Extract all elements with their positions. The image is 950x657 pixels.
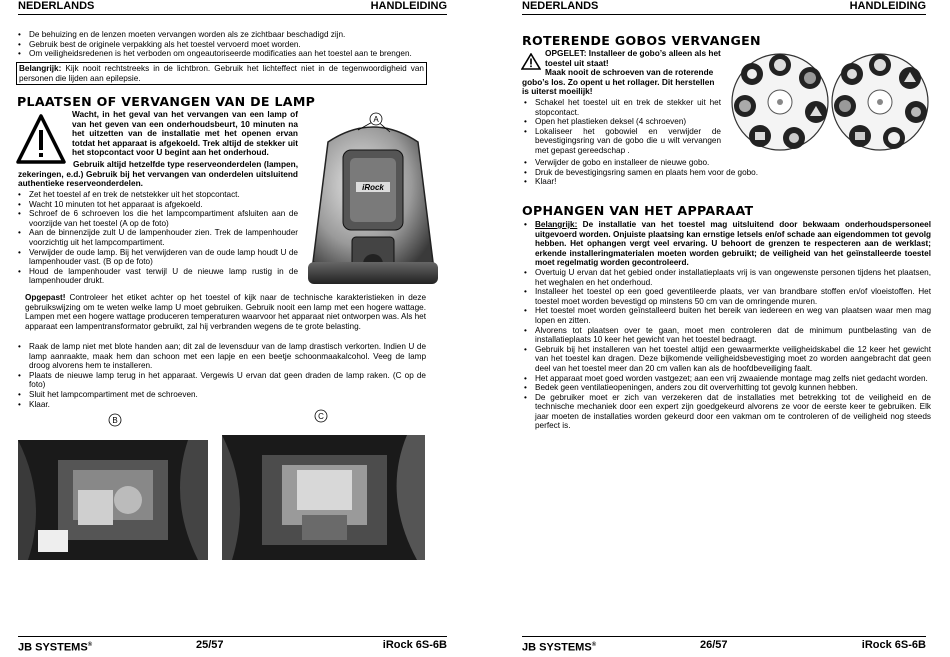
notice-box xyxy=(16,62,427,85)
caution-label: Opgepast! xyxy=(25,293,66,302)
gobo-wheel-illustration xyxy=(730,48,930,160)
list-item: • Belangrijk: De installatie van het toestel mag uitsluitend door bekwaam onderhoudspersoneel uitgevoerd worden. Onjuiste plaatsing kan ernstige letsels en/of schade aan eigendommen tot gevolg hebben. Het ophangen vergt veel ervaring. U behoort de grenzen te respecteren aan de werklast; erkende installeringmaterialen moeten worden gebruikt; de veiligheid van het geïnstalleerde toestel moet regelmatig worden gecontroleerd. xyxy=(522,220,931,268)
steps-list-a xyxy=(16,190,298,286)
photo-label-b-marker xyxy=(108,413,122,427)
steps-list-b xyxy=(16,342,426,409)
hang-section-title: OPHANGEN VAN HET APPARAAT xyxy=(522,203,754,218)
header-title: HANDLEIDING xyxy=(370,0,447,12)
list-item: • Houd de lampenhouder vast terwijl U de nieuwe lamp rustig in de lampenhouder drukt. xyxy=(16,267,298,286)
page-header xyxy=(522,0,926,15)
list-item: • Open het plastieken deksel (4 schroeven) xyxy=(522,117,721,127)
list-item: • Schroef de 6 schroeven los die het lampcompartiment afsluiten aan de voorzijde van het toestel (A op de foto) xyxy=(16,209,298,228)
notice-text: Kijk nooit rechtstreeks in de lichtbron. Gebruik het lichteffect niet in de tegenwoordigheid van personen die lijden aan epilepsie. xyxy=(19,64,424,83)
page-left xyxy=(0,0,475,654)
caution-text: Controleer het etiket achter op het toestel of kijk naar de technische karakteristieken in deze gebruikswijzing om te weten welke lamp U moet gebruiken. Gebruik nooit een lamp met een hogere wattage. Lampen met een hogere wattage produceren temperaturen waarvoor het apparaat niet ontworpen was. Als het apparaat een lampentransformator gebruikt, zal hij verbranden wegens de te grote belasting. xyxy=(25,293,426,331)
footer-model: iRock 6S-6B xyxy=(382,639,447,651)
footer-brand: JB SYSTEMS® xyxy=(18,641,93,654)
list-item: • Gebruik best de originele verpakking als het toestel vervoerd moet worden. xyxy=(16,40,426,50)
warning-text-2: Gebruik altijd hetzelfde type reserveonderdelen (lampen, zekeringen, e.d.) Gebruik bij het vervangen van onderdelen uitsluitend authentieke reserveonderdelen. xyxy=(18,159,298,189)
list-item: • Schakel het toestel uit en trek de stekker uit het stopcontact. xyxy=(522,98,721,117)
top-bullets xyxy=(16,30,426,59)
list-item: • Verwijder de oude lamp. Bij het verwijderen van de oude lamp houdt U de lampenhouder vast. (B op de foto) xyxy=(16,248,298,267)
lamp-photo-c xyxy=(222,435,425,560)
list-item: • Verwijder de gobo en installeer de nieuwe gobo. xyxy=(522,158,812,168)
page-footer xyxy=(522,636,926,653)
gobo-warning: OPGELET: Installeer de gobo’s alleen als het toestel uit staat! xyxy=(545,48,721,68)
list-item: • Lokaliseer het gobowiel en verwijder de bevestigingsring van de gobo die u wilt vervangen met gepast gereedschap . xyxy=(522,127,721,156)
fixture-photo-a xyxy=(298,112,448,302)
warning-text: Wacht, in het geval van het vervangen van een lamp of van het geven van een onderhoudsbeurt, 10 minuten na het uitzetten van de installatie met het openen ervan totdat het apparaat is afgekoeld. Trek altijd de stekker uit het stopcontact voor U begint aan het onderhoud. xyxy=(72,109,298,158)
photo-label-c: C xyxy=(318,412,324,421)
list-item: • Alvorens tot plaatsen over te gaan, moet men controleren dat de minimum puntbelasting van de installatieplaats 10 keer het gewicht van het toestel bedraagt. xyxy=(522,326,931,345)
warning-icon xyxy=(16,113,66,165)
svg-text:iRock: iRock xyxy=(362,183,384,192)
footer-page-number: 26/57 xyxy=(700,639,728,651)
header-language: NEDERLANDS xyxy=(522,0,599,12)
gobo-section-title: ROTERENDE GOBOS VERVANGEN xyxy=(522,33,761,48)
list-item: • Overtuig U ervan dat het gebied onder installatieplaats vrij is van ongewenste personen tijdens het plaatsen, het weghalen en het onderhoud. xyxy=(522,268,931,287)
header-language: NEDERLANDS xyxy=(18,0,95,12)
photo-label-c-marker xyxy=(314,409,328,423)
list-item: • Sluit het lampcompartiment met de schroeven. xyxy=(16,390,426,400)
list-item: • Gebruik bij het installeren van het toestel altijd een gewaarmerkte veiligheidskabel die 12 keer het gewicht van het toestel kan dragen. Deze bijkomende veiligheidsbevestiging moet zo worden aangebracht dat geen deel van het toestel meer dan 20 cm vallen kan als de hoofdbeveiliging faalt. xyxy=(522,345,931,374)
notice-label: Belangrijk: xyxy=(19,64,62,73)
lamp-photo-b xyxy=(18,440,208,560)
page-footer xyxy=(18,636,447,653)
list-item: • Wacht 10 minuten tot het apparaat is afgekoeld. xyxy=(16,200,298,210)
list-item: • De gebruiker moet er zich van verzekeren dat de installaties met betrekking tot de veiligheid en de technische mechaniek door een expert zijn goedgekeurd alvorens ze voor de eerste keer te gebruiken. Elk jaar moeten de installaties worden gekeurd door een vakman om te controleren of de veiligheid nog steeds perfect is. xyxy=(522,393,931,431)
list-item: • Aan de binnenzijde zult U de lampenhouder zien. Trek de lampenhouder voorzichtig uit het lampcompartiment. xyxy=(16,228,298,247)
list-item: • Klaar. xyxy=(16,400,426,410)
hang-list xyxy=(522,220,931,431)
list-item: • Om veiligheidsredenen is het verboden om ongeautoriseerde modificaties aan het toestel aan te brengen. xyxy=(16,49,426,59)
list-item: • Raak de lamp niet met blote handen aan; dit zal de levensduur van de lamp drastisch verkorten. Indien U de lamp aanraakte, maak hem dan schoon met een lapje en een beetje schoonmaakalcohol. Veeg de lamp droog alvorens hem te installeren. xyxy=(16,342,426,371)
list-item: • Het toestel moet worden geïnstalleerd buiten het bereik van iedereen en weg van plaatsen waar men mag lopen en zitten. xyxy=(522,306,931,325)
list-item: • Het apparaat moet goed worden vastgezet; aan een vrij zwaaiende montage mag zelfs niet gedacht worden. xyxy=(522,374,931,384)
list-item: • Installeer het toestel op een goed geventileerde plaats, ver van brandbare stoffen en/of vloeistoffen. Het toestel moet worden bevestigd op minstens 50 cm van de omringende muren. xyxy=(522,287,931,306)
list-item: • Zet het toestel af en trek de netstekker uit het stopcontact. xyxy=(16,190,298,200)
section-title: PLAATSEN OF VERVANGEN VAN DE LAMP xyxy=(17,94,316,109)
page-right xyxy=(475,0,950,654)
header-title: HANDLEIDING xyxy=(849,0,926,12)
gobo-steps-cont xyxy=(522,158,812,187)
footer-brand: JB SYSTEMS® xyxy=(522,641,597,654)
gobo-warning-2: Maak nooit de schroeven van de roterende gobo’s los. Zo opent u het rollager. Dit herstellen is uiterst moeilijk! xyxy=(522,67,715,97)
list-item: • Plaats de nieuwe lamp terug in het apparaat. Vergewis U ervan dat geen draden de lamp raken. (C op de foto) xyxy=(16,371,426,390)
list-item: • Klaar! xyxy=(522,177,812,187)
photo-label-b: B xyxy=(112,416,118,425)
page-header xyxy=(18,0,447,15)
footer-page-number: 25/57 xyxy=(196,639,224,651)
list-item: • De behuizing en de lenzen moeten vervangen worden als ze zichtbaar beschadigd zijn. xyxy=(16,30,426,40)
list-item: • Druk de bevestigingsring samen en plaats hem voor de gobo. xyxy=(522,168,812,178)
list-item: • Bedek geen ventilatieopeningen, anders zou dit oververhitting tot gevolg kunnen hebben. xyxy=(522,383,931,393)
footer-model: iRock 6S-6B xyxy=(861,639,926,651)
gobo-steps xyxy=(522,98,721,156)
photo-label-a: A xyxy=(373,115,379,124)
